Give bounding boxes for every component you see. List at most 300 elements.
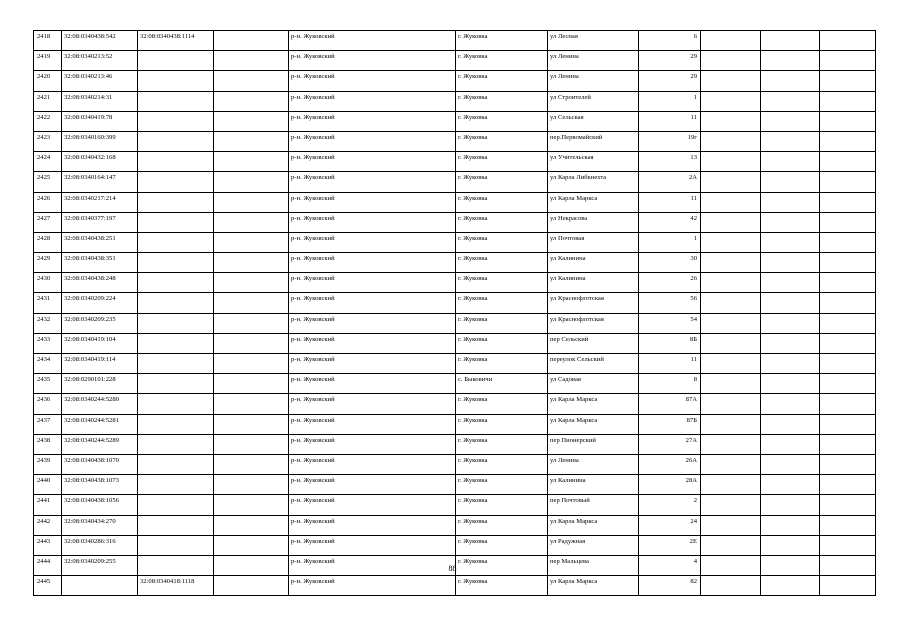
empty-cell: [820, 475, 876, 495]
street-cell: ул Карла Маркса: [548, 576, 639, 596]
cadastral-number-cell: 32:08:0340213:46: [62, 71, 138, 91]
empty-cell: [820, 253, 876, 273]
district-cell: р-н. Жуковский: [289, 576, 456, 596]
district-cell: р-н. Жуковский: [289, 313, 456, 333]
house-number-cell: 11: [639, 192, 701, 212]
locality-cell: г. Жуковка: [456, 535, 548, 555]
house-number-cell: 87Б: [639, 414, 701, 434]
street-cell: пер Почтовый: [548, 495, 639, 515]
linked-cadastral-number-cell: [138, 374, 214, 394]
empty-cell: [761, 131, 820, 151]
empty-cell: [701, 354, 761, 374]
empty-cell: [820, 152, 876, 172]
row-number: 2438: [34, 434, 62, 454]
table-row: [34, 253, 876, 273]
empty-cell: [214, 354, 289, 374]
district-cell: р-н. Жуковский: [289, 374, 456, 394]
street-cell: ул Карла Маркса: [548, 414, 639, 434]
cadastral-number-cell: 32:08:0340432:168: [62, 152, 138, 172]
street-cell: ул Краснофлотская: [548, 313, 639, 333]
street-cell: ул Сельская: [548, 111, 639, 131]
linked-cadastral-number-cell: [138, 414, 214, 434]
street-cell: пер Мальцева: [548, 555, 639, 575]
empty-cell: [761, 495, 820, 515]
locality-cell: г. Жуковка: [456, 31, 548, 51]
district-cell: р-н. Жуковский: [289, 51, 456, 71]
row-number: 2436: [34, 394, 62, 414]
district-cell: р-н. Жуковский: [289, 555, 456, 575]
empty-cell: [214, 172, 289, 192]
empty-cell: [701, 253, 761, 273]
house-number-cell: 2: [639, 495, 701, 515]
empty-cell: [214, 293, 289, 313]
locality-cell: с. Быковичи: [456, 374, 548, 394]
empty-cell: [820, 71, 876, 91]
row-number: 2419: [34, 51, 62, 71]
cadastral-number-cell: 32:08:0340434:270: [62, 515, 138, 535]
house-number-cell: 4: [639, 555, 701, 575]
locality-cell: г. Жуковка: [456, 354, 548, 374]
district-cell: р-н. Жуковский: [289, 131, 456, 151]
locality-cell: г. Жуковка: [456, 212, 548, 232]
empty-cell: [214, 515, 289, 535]
empty-cell: [761, 253, 820, 273]
empty-cell: [214, 131, 289, 151]
table-row: [34, 333, 876, 353]
empty-cell: [820, 172, 876, 192]
empty-cell: [214, 313, 289, 333]
street-cell: ул Карла Маркса: [548, 515, 639, 535]
cadastral-number-cell: 32:08:0340438:542: [62, 31, 138, 51]
empty-cell: [761, 172, 820, 192]
empty-cell: [214, 273, 289, 293]
row-number: 2426: [34, 192, 62, 212]
row-number: 2432: [34, 313, 62, 333]
empty-cell: [820, 535, 876, 555]
empty-cell: [820, 51, 876, 71]
street-cell: пер.Первомайский: [548, 131, 639, 151]
table-row: [34, 71, 876, 91]
district-cell: р-н. Жуковский: [289, 253, 456, 273]
cadastral-number-cell: 32:08:0340244:5280: [62, 394, 138, 414]
empty-cell: [820, 354, 876, 374]
locality-cell: г. Жуковка: [456, 475, 548, 495]
street-cell: ул Краснофлотская: [548, 293, 639, 313]
locality-cell: г. Жуковка: [456, 576, 548, 596]
locality-cell: г. Жуковка: [456, 131, 548, 151]
cadastral-number-cell: 32:08:0290101:228: [62, 374, 138, 394]
house-number-cell: 6: [639, 31, 701, 51]
table-row: [34, 31, 876, 51]
empty-cell: [701, 111, 761, 131]
linked-cadastral-number-cell: [138, 273, 214, 293]
street-cell: ул Ленина: [548, 71, 639, 91]
linked-cadastral-number-cell: [138, 152, 214, 172]
row-number: 2433: [34, 333, 62, 353]
linked-cadastral-number-cell: [138, 394, 214, 414]
empty-cell: [761, 51, 820, 71]
empty-cell: [761, 212, 820, 232]
empty-cell: [761, 333, 820, 353]
street-cell: ул Лесная: [548, 31, 639, 51]
house-number-cell: 11: [639, 111, 701, 131]
page-number: 88: [448, 564, 457, 573]
street-cell: ул Садовая: [548, 374, 639, 394]
table-row: [34, 515, 876, 535]
empty-cell: [761, 71, 820, 91]
table-row: [34, 51, 876, 71]
empty-cell: [701, 535, 761, 555]
empty-cell: [214, 192, 289, 212]
street-cell: ул Почтовая: [548, 232, 639, 252]
cadastral-number-cell: 32:08:0340419:114: [62, 354, 138, 374]
table-row: [34, 495, 876, 515]
empty-cell: [701, 293, 761, 313]
linked-cadastral-number-cell: [138, 454, 214, 474]
empty-cell: [701, 495, 761, 515]
house-number-cell: 19г: [639, 131, 701, 151]
table-row: [34, 131, 876, 151]
row-number: 2441: [34, 495, 62, 515]
street-cell: ул Карла Маркса: [548, 192, 639, 212]
empty-cell: [761, 414, 820, 434]
table-row: [34, 576, 876, 596]
empty-cell: [701, 152, 761, 172]
cadastral-number-cell: 32:08:0340419:104: [62, 333, 138, 353]
empty-cell: [214, 454, 289, 474]
linked-cadastral-number-cell: [138, 51, 214, 71]
locality-cell: г. Жуковка: [456, 273, 548, 293]
street-cell: ул Карла Либкнехта: [548, 172, 639, 192]
empty-cell: [701, 374, 761, 394]
empty-cell: [820, 576, 876, 596]
street-cell: ул Некрасова: [548, 212, 639, 232]
empty-cell: [820, 454, 876, 474]
empty-cell: [820, 212, 876, 232]
district-cell: р-н. Жуковский: [289, 394, 456, 414]
locality-cell: г. Жуковка: [456, 313, 548, 333]
row-number: 2424: [34, 152, 62, 172]
district-cell: р-н. Жуковский: [289, 192, 456, 212]
linked-cadastral-number-cell: [138, 192, 214, 212]
table-row: [34, 354, 876, 374]
empty-cell: [214, 152, 289, 172]
locality-cell: г. Жуковка: [456, 394, 548, 414]
empty-cell: [761, 91, 820, 111]
cadastral-number-cell: 32:08:0340160:399: [62, 131, 138, 151]
empty-cell: [701, 515, 761, 535]
empty-cell: [214, 253, 289, 273]
locality-cell: г. Жуковка: [456, 434, 548, 454]
house-number-cell: 29: [639, 51, 701, 71]
district-cell: р-н. Жуковский: [289, 535, 456, 555]
district-cell: р-н. Жуковский: [289, 333, 456, 353]
cadastral-number-cell: 32:08:0340217:214: [62, 192, 138, 212]
empty-cell: [761, 515, 820, 535]
linked-cadastral-number-cell: [138, 293, 214, 313]
empty-cell: [214, 71, 289, 91]
table-row: [34, 313, 876, 333]
table-row: [34, 192, 876, 212]
cadastral-number-cell: [62, 576, 138, 596]
linked-cadastral-number-cell: [138, 313, 214, 333]
table-row: [34, 232, 876, 252]
cadastral-number-cell: 32:08:0340438:1073: [62, 475, 138, 495]
row-number: 2429: [34, 253, 62, 273]
locality-cell: г. Жуковка: [456, 111, 548, 131]
linked-cadastral-number-cell: [138, 91, 214, 111]
empty-cell: [701, 394, 761, 414]
district-cell: р-н. Жуковский: [289, 434, 456, 454]
empty-cell: [701, 576, 761, 596]
linked-cadastral-number-cell: 32:08:0340438:1114: [138, 31, 214, 51]
locality-cell: г. Жуковка: [456, 51, 548, 71]
table-row: [34, 374, 876, 394]
empty-cell: [214, 414, 289, 434]
district-cell: р-н. Жуковский: [289, 515, 456, 535]
linked-cadastral-number-cell: 32:08:0340418:1118: [138, 576, 214, 596]
locality-cell: г. Жуковка: [456, 515, 548, 535]
table-row: [34, 212, 876, 232]
locality-cell: г. Жуковка: [456, 454, 548, 474]
district-cell: р-н. Жуковский: [289, 293, 456, 313]
house-number-cell: 8: [639, 374, 701, 394]
house-number-cell: 87А: [639, 394, 701, 414]
row-number: 2422: [34, 111, 62, 131]
row-number: 2439: [34, 454, 62, 474]
empty-cell: [214, 91, 289, 111]
cadastral-number-cell: 32:08:0340438:351: [62, 253, 138, 273]
district-cell: р-н. Жуковский: [289, 495, 456, 515]
house-number-cell: 24: [639, 515, 701, 535]
table-row: [34, 394, 876, 414]
table-body: [34, 31, 876, 596]
house-number-cell: 27А: [639, 434, 701, 454]
linked-cadastral-number-cell: [138, 354, 214, 374]
empty-cell: [761, 31, 820, 51]
empty-cell: [820, 273, 876, 293]
empty-cell: [761, 535, 820, 555]
street-cell: пер Сельский: [548, 333, 639, 353]
empty-cell: [701, 192, 761, 212]
district-cell: р-н. Жуковский: [289, 111, 456, 131]
district-cell: р-н. Жуковский: [289, 354, 456, 374]
linked-cadastral-number-cell: [138, 535, 214, 555]
row-number: 2420: [34, 71, 62, 91]
empty-cell: [820, 414, 876, 434]
empty-cell: [761, 475, 820, 495]
cadastral-number-cell: 32:08:0340244:5281: [62, 414, 138, 434]
empty-cell: [214, 51, 289, 71]
empty-cell: [820, 131, 876, 151]
row-number: 2434: [34, 354, 62, 374]
cadastral-number-cell: 32:08:0340419:78: [62, 111, 138, 131]
table-row: [34, 434, 876, 454]
empty-cell: [761, 434, 820, 454]
linked-cadastral-number-cell: [138, 212, 214, 232]
empty-cell: [701, 172, 761, 192]
locality-cell: г. Жуковка: [456, 293, 548, 313]
locality-cell: г. Жуковка: [456, 414, 548, 434]
cadastral-number-cell: 32:08:0340214:31: [62, 91, 138, 111]
locality-cell: г. Жуковка: [456, 232, 548, 252]
cadastral-number-cell: 32:08:0340213:52: [62, 51, 138, 71]
empty-cell: [820, 394, 876, 414]
empty-cell: [214, 434, 289, 454]
empty-cell: [820, 31, 876, 51]
house-number-cell: 8Б: [639, 333, 701, 353]
empty-cell: [214, 232, 289, 252]
row-number: 2425: [34, 172, 62, 192]
locality-cell: г. Жуковка: [456, 172, 548, 192]
locality-cell: г. Жуковка: [456, 253, 548, 273]
district-cell: р-н. Жуковский: [289, 414, 456, 434]
linked-cadastral-number-cell: [138, 515, 214, 535]
empty-cell: [820, 111, 876, 131]
street-cell: ул Учительская: [548, 152, 639, 172]
cadastral-number-cell: 32:08:0340438:1070: [62, 454, 138, 474]
empty-cell: [701, 434, 761, 454]
registry-table: [33, 30, 876, 596]
street-cell: ул Калинина: [548, 475, 639, 495]
house-number-cell: 56: [639, 293, 701, 313]
table-row: [34, 535, 876, 555]
district-cell: р-н. Жуковский: [289, 172, 456, 192]
locality-cell: г. Жуковка: [456, 192, 548, 212]
house-number-cell: 26: [639, 273, 701, 293]
empty-cell: [701, 131, 761, 151]
empty-cell: [701, 71, 761, 91]
empty-cell: [701, 212, 761, 232]
locality-cell: г. Жуковка: [456, 495, 548, 515]
house-number-cell: 26А: [639, 454, 701, 474]
district-cell: р-н. Жуковский: [289, 212, 456, 232]
empty-cell: [214, 475, 289, 495]
row-number: 2421: [34, 91, 62, 111]
empty-cell: [820, 313, 876, 333]
empty-cell: [701, 475, 761, 495]
linked-cadastral-number-cell: [138, 253, 214, 273]
empty-cell: [761, 394, 820, 414]
locality-cell: г. Жуковка: [456, 555, 548, 575]
district-cell: р-н. Жуковский: [289, 31, 456, 51]
empty-cell: [214, 576, 289, 596]
empty-cell: [701, 51, 761, 71]
row-number: 2437: [34, 414, 62, 434]
empty-cell: [820, 333, 876, 353]
table-row: [34, 91, 876, 111]
district-cell: р-н. Жуковский: [289, 454, 456, 474]
row-number: 2423: [34, 131, 62, 151]
empty-cell: [820, 232, 876, 252]
linked-cadastral-number-cell: [138, 172, 214, 192]
house-number-cell: 54: [639, 313, 701, 333]
house-number-cell: 2Е: [639, 535, 701, 555]
house-number-cell: 42: [639, 212, 701, 232]
row-number: 2444: [34, 555, 62, 575]
street-cell: ул Карла Маркса: [548, 394, 639, 414]
locality-cell: г. Жуковка: [456, 152, 548, 172]
row-number: 2428: [34, 232, 62, 252]
cadastral-number-cell: 32:08:0340209:255: [62, 555, 138, 575]
empty-cell: [701, 232, 761, 252]
cadastral-number-cell: 32:08:0340209:224: [62, 293, 138, 313]
table-row: [34, 111, 876, 131]
empty-cell: [701, 31, 761, 51]
empty-cell: [761, 152, 820, 172]
document-sheet: [33, 30, 875, 596]
empty-cell: [761, 454, 820, 474]
street-cell: ул Ленина: [548, 51, 639, 71]
locality-cell: г. Жуковка: [456, 91, 548, 111]
empty-cell: [820, 374, 876, 394]
street-cell: ул Радужная: [548, 535, 639, 555]
empty-cell: [761, 192, 820, 212]
cadastral-number-cell: 32:08:0340164:147: [62, 172, 138, 192]
empty-cell: [820, 293, 876, 313]
row-number: 2435: [34, 374, 62, 394]
empty-cell: [820, 192, 876, 212]
empty-cell: [214, 374, 289, 394]
house-number-cell: 2А: [639, 172, 701, 192]
house-number-cell: 13: [639, 152, 701, 172]
house-number-cell: 1: [639, 91, 701, 111]
linked-cadastral-number-cell: [138, 111, 214, 131]
house-number-cell: 29: [639, 71, 701, 91]
cadastral-number-cell: 32:08:0340438:1056: [62, 495, 138, 515]
empty-cell: [701, 333, 761, 353]
table-row: [34, 475, 876, 495]
locality-cell: г. Жуковка: [456, 333, 548, 353]
linked-cadastral-number-cell: [138, 71, 214, 91]
empty-cell: [214, 535, 289, 555]
empty-cell: [214, 333, 289, 353]
row-number: 2430: [34, 273, 62, 293]
house-number-cell: 82: [639, 576, 701, 596]
cadastral-number-cell: 32:08:0340438:248: [62, 273, 138, 293]
street-cell: переулок Сельский: [548, 354, 639, 374]
empty-cell: [761, 576, 820, 596]
table-row: [34, 414, 876, 434]
house-number-cell: 11: [639, 354, 701, 374]
district-cell: р-н. Жуковский: [289, 273, 456, 293]
linked-cadastral-number-cell: [138, 131, 214, 151]
row-number: 2445: [34, 576, 62, 596]
table-row: [34, 172, 876, 192]
linked-cadastral-number-cell: [138, 333, 214, 353]
empty-cell: [214, 495, 289, 515]
empty-cell: [761, 374, 820, 394]
district-cell: р-н. Жуковский: [289, 152, 456, 172]
cadastral-number-cell: 32:08:0340438:251: [62, 232, 138, 252]
linked-cadastral-number-cell: [138, 232, 214, 252]
table-row: [34, 273, 876, 293]
cadastral-number-cell: 32:08:0340286:316: [62, 535, 138, 555]
empty-cell: [214, 111, 289, 131]
street-cell: пер Пионерский: [548, 434, 639, 454]
empty-cell: [214, 394, 289, 414]
empty-cell: [214, 212, 289, 232]
street-cell: ул Калинина: [548, 273, 639, 293]
empty-cell: [701, 273, 761, 293]
row-number: 2443: [34, 535, 62, 555]
linked-cadastral-number-cell: [138, 475, 214, 495]
linked-cadastral-number-cell: [138, 495, 214, 515]
linked-cadastral-number-cell: [138, 434, 214, 454]
district-cell: р-н. Жуковский: [289, 232, 456, 252]
house-number-cell: 1: [639, 232, 701, 252]
empty-cell: [761, 273, 820, 293]
